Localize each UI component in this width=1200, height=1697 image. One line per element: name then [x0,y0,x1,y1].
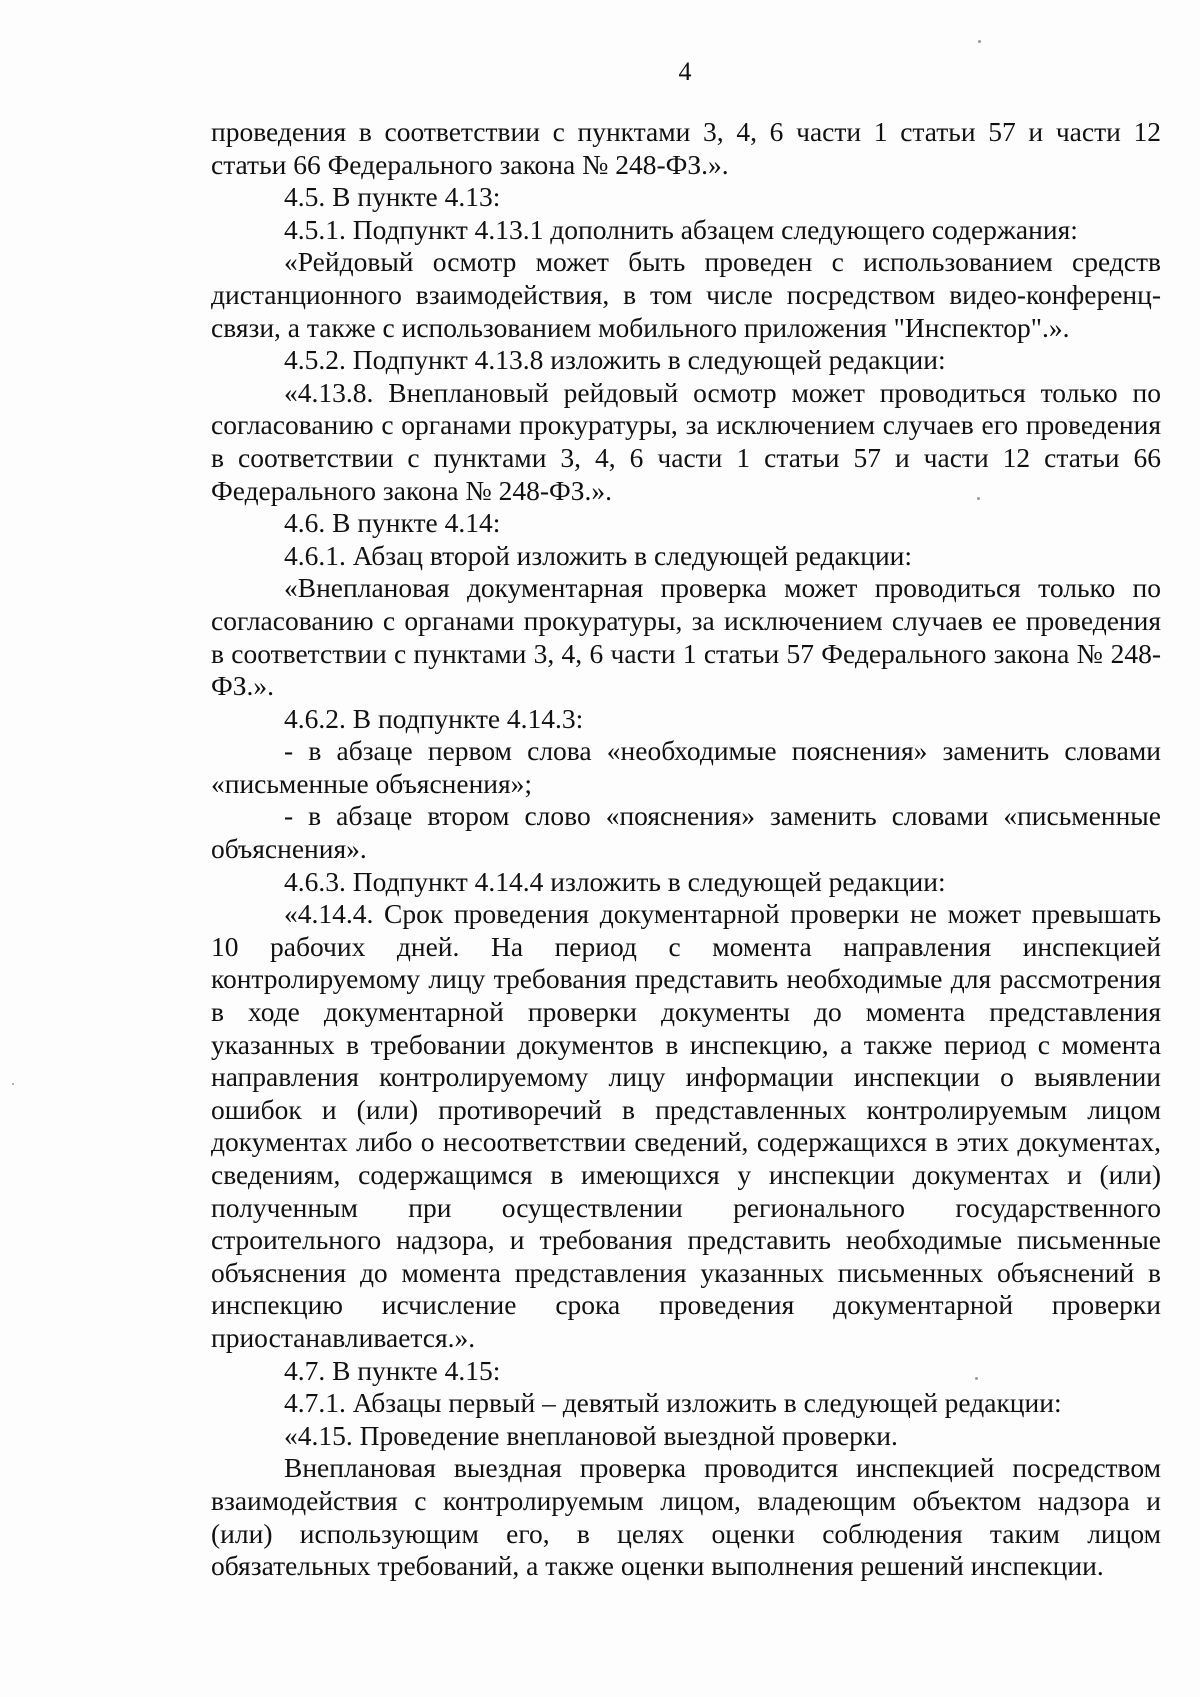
scan-speck [12,1083,14,1085]
paragraph: «4.13.8. Внеплановый рейдовый осмотр может проводиться только по согласованию с органами прокуратуры, за исключением случаев его проведения в соответствии с пунктами 3, 4, 6 части 1 статьи 57 и части 12 статьи 66 Федерального закона № 248-ФЗ.». [211,376,1161,506]
paragraph: - в абзаце втором слово «пояснения» заменить словами «письменные объяснения». [211,800,1161,865]
paragraph: 4.6.2. В подпункте 4.14.3: [284,702,584,734]
paragraph: 4.6.1. Абзац второй изложить в следующей редакции: [284,539,913,571]
scan-speck [978,40,981,43]
paragraph: 4.5.1. Подпункт 4.13.1 дополнить абзацем следующего содержания: [284,213,1078,245]
paragraph: «Рейдовый осмотр может быть проведен с использованием средств дистанционного взаимодействия, в том числе посредством видео-конференц-связи, а также с использованием мобильного приложения "Инспектор".». [211,246,1161,343]
scan-speck [975,1377,978,1380]
paragraph: - в абзаце первом слова «необходимые пояснения» заменить словами «письменные объяснения»; [211,735,1161,799]
paragraph: 4.6. В пункте 4.14: [284,507,501,539]
paragraph: 4.6.3. Подпункт 4.14.4 изложить в следующей редакции: [284,865,946,897]
document-body [211,116,1161,1583]
paragraph: «4.14.4. Срок проведения документарной проверки не может превышать 10 рабочих дней. На период с момента направления инспекцией контролируемому лицу требования представить необходимые для рассмотрения в ходе документарной проверки документы до момента представления указанных в требовании документов в инспекцию, а также период с момента направления контролируемому лицу информации инспекции о выявлении ошибок и (или) противоречий в представленных контролируемым лицом документах либо о несоответствии сведений, содержащихся в этих документах, сведениям, содержащимся в имеющихся у инспекции документах и (или) полученным при осуществлении регионального государственного строительного надзора, и требования представить необходимые письменные объяснения до момента представления указанных письменных объяснений в инспекцию исчисление срока проведения документарной проверки приостанавливается.». [211,898,1161,1353]
paragraph: 4.7.1. Абзацы первый – девятый изложить в следующей редакции: [284,1387,1062,1419]
paragraph: 4.5. В пункте 4.13: [284,181,501,213]
paragraph: 4.5.2. Подпункт 4.13.8 изложить в следующей редакции: [284,344,946,376]
paragraph: «4.15. Проведение внеплановой выездной проверки. [284,1419,898,1451]
paragraph: «Внеплановая документарная проверка может проводиться только по согласованию с органами прокуратуры, за исключением случаев ее проведения в соответствии с пунктами 3, 4, 6 части 1 статьи 57 Федерального закона № 248-ФЗ.». [211,572,1161,702]
scan-speck [977,497,980,500]
paragraph: Внеплановая выездная проверка проводится инспекцией посредством взаимодействия с контролируемым лицом, владеющим объектом надзора и (или) использующим его, в целях оценки соблюдения таким лицом обязательных требований, а также оценки выполнения решений инспекции. [211,1452,1161,1582]
paragraph: проведения в соответствии с пунктами 3, 4, 6 части 1 статьи 57 и части 12 статьи 66 Федерального закона № 248-ФЗ.». [211,116,1161,180]
paragraph: 4.7. В пункте 4.15: [284,1354,501,1386]
page-number: 4 [678,57,692,86]
